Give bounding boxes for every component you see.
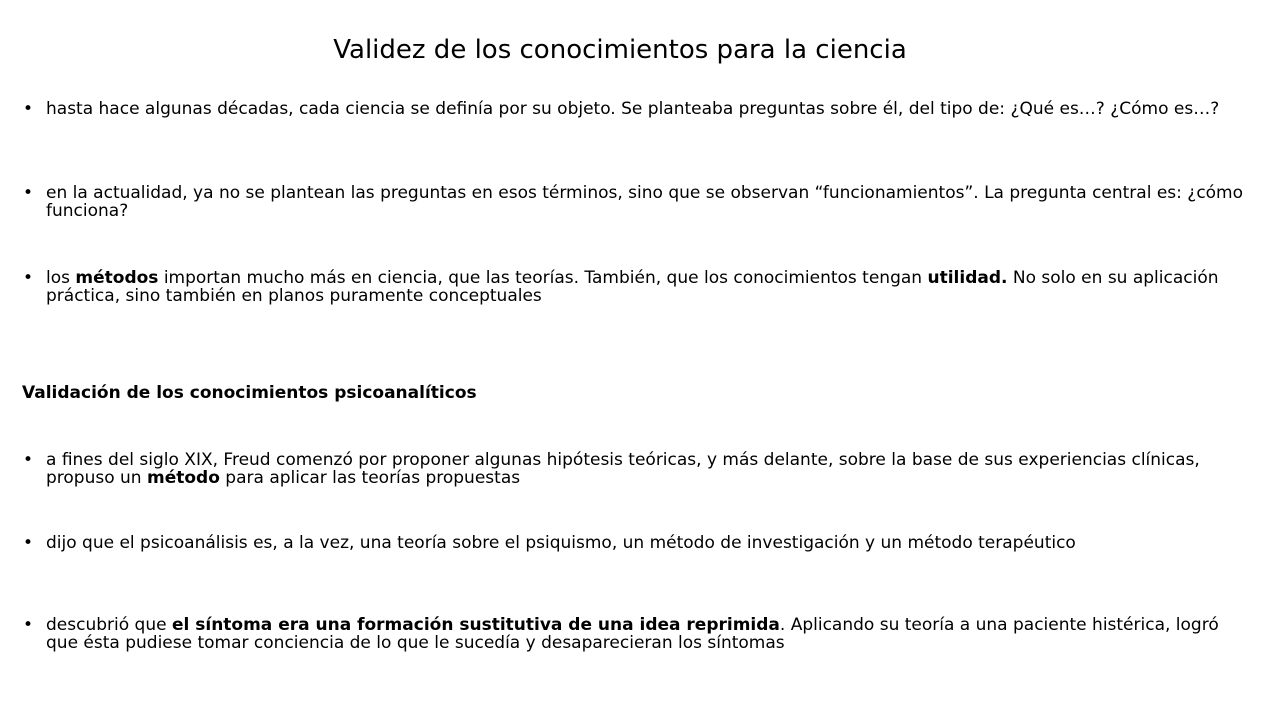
section-heading: Validación de los conocimientos psicoanalíticos: [22, 383, 477, 403]
bullet-text: . Aplicando su teoría a una paciente histérica, logró que ésta pudiese tomar conciencia de lo que le sucedía y desaparecieran los síntomas: [46, 615, 1219, 653]
bullet-text: descubrió que: [46, 615, 172, 635]
bullet-item: [46, 616, 1246, 652]
bullet-text: No solo en su aplicación práctica, sino también en planos puramente conceptuales: [46, 268, 1219, 306]
bullet-text: hasta hace algunas décadas, cada ciencia se definía por su objeto. Se planteaba preguntas sobre él, del tipo de: ¿Qué es…? ¿Cómo es…?: [46, 99, 1220, 119]
slide-title: Validez de los conocimientos para la ciencia: [333, 35, 907, 65]
emphasis-metodo: método: [147, 468, 220, 488]
bullet-text: para aplicar las teorías propuestas: [219, 468, 521, 488]
bullet-item: [46, 534, 1246, 552]
bullet-text: los: [46, 268, 76, 288]
emphasis-utilidad: utilidad.: [927, 268, 1008, 288]
bullet-text: en la actualidad, ya no se plantean las preguntas en esos términos, sino que se observan “funcionamientos”. La pregunta central es: ¿cómo funciona?: [46, 183, 1244, 221]
bullet-text: a fines del siglo XIX, Freud comenzó por proponer algunas hipótesis teóricas, y más delante, sobre la base de sus experiencias clínicas, propuso un: [46, 450, 1200, 488]
bullet-item: [46, 269, 1246, 305]
emphasis-sintoma: el síntoma era una formación sustitutiva de una idea reprimida: [171, 615, 780, 635]
bullet-item: [46, 184, 1246, 220]
bullet-text: importan mucho más en ciencia, que las teorías. También, que los conocimientos tengan: [158, 268, 928, 288]
bullet-item: [46, 451, 1246, 487]
emphasis-metodos: métodos: [75, 268, 159, 288]
bullet-text: dijo que el psicoanálisis es, a la vez, una teoría sobre el psiquismo, un método de investigación y un método terapéutico: [46, 533, 1076, 553]
bullet-item: [46, 100, 1246, 118]
